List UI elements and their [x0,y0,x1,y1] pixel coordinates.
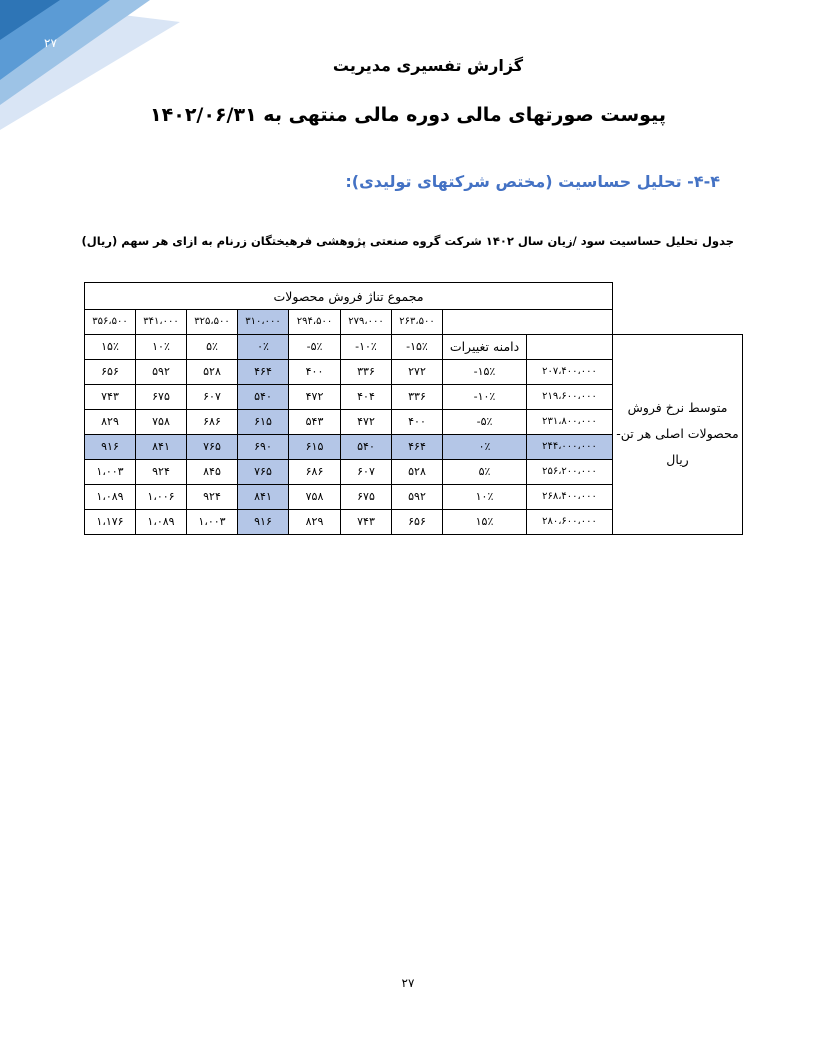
value-cell: ۱،۰۰۳ [85,459,136,484]
table-caption: جدول تحلیل حساسیت سود /زیان سال ۱۴۰۲ شرکت گروه صنعتی پژوهشی فرهیختگان زرنام به ازای هر سهم (ریال) [81,234,734,248]
price-cell: ۲۸۰،۶۰۰،۰۰۰ [527,509,613,534]
range-label: دامنه تغییرات [443,334,527,359]
tonnage-revenue-cell: ۲۷۹،۰۰۰ [341,310,392,335]
price-cell: ۲۱۹،۶۰۰،۰۰۰ [527,384,613,409]
value-cell: ۵۴۰ [341,434,392,459]
value-cell: ۴۷۲ [341,409,392,434]
value-cell: ۷۴۳ [341,509,392,534]
value-cell: ۹۱۶ [85,434,136,459]
value-cell: ۷۴۳ [85,384,136,409]
report-subtitle: پیوست صورتهای مالی دوره مالی منتهی به ۱۴۰۲/۰۶/۳۱ [150,104,666,126]
value-cell: ۱،۰۰۶ [136,484,187,509]
value-cell: ۵۹۲ [392,484,443,509]
value-cell: ۶۰۷ [187,384,238,409]
value-cell: ۴۷۲ [289,384,341,409]
corner-page-number: ۲۷ [44,36,57,50]
value-cell: ۸۴۱ [136,434,187,459]
price-cell: ۲۴۴،۰۰۰،۰۰۰ [527,434,613,459]
header-row-revenue [85,310,743,335]
tonnage-revenue-cell: ۳۵۶،۵۰۰ [85,310,136,335]
value-cell: ۱،۰۸۹ [136,509,187,534]
value-cell: ۶۷۵ [341,484,392,509]
value-cell: ۹۲۴ [136,459,187,484]
value-cell: ۹۱۶ [238,509,289,534]
tonnage-change-cell: -۱۰٪ [341,334,392,359]
price-change-cell: -۱۰٪ [443,384,527,409]
value-cell: ۶۵۶ [392,509,443,534]
value-cell: ۴۰۴ [341,384,392,409]
tonnage-change-cell: ۰٪ [238,334,289,359]
blank-cell [613,310,743,335]
value-cell: ۵۴۰ [238,384,289,409]
price-change-cell: ۱۵٪ [443,509,527,534]
value-cell: ۸۴۱ [238,484,289,509]
price-change-cell: ۵٪ [443,459,527,484]
row-axis-label: متوسط نرخ فروش محصولات اصلی هر تن-ریال [613,334,743,534]
value-cell: ۶۵۶ [85,359,136,384]
page-number: ۲۷ [401,976,415,990]
value-cell: ۸۴۵ [187,459,238,484]
value-cell: ۵۴۳ [289,409,341,434]
report-title: گزارش تفسیری مدیریت [332,56,524,75]
blank-cell [613,283,743,310]
price-change-cell: ۱۰٪ [443,484,527,509]
value-cell: ۶۸۶ [289,459,341,484]
tonnage-change-cell: -۵٪ [289,334,341,359]
tonnage-revenue-cell: ۲۹۴،۵۰۰ [289,310,341,335]
value-cell: ۸۲۹ [289,509,341,534]
price-empty-cell [527,334,613,359]
value-cell: ۷۶۵ [187,434,238,459]
price-change-cell: ۰٪ [443,434,527,459]
price-cell: ۲۶۸،۴۰۰،۰۰۰ [527,484,613,509]
sensitivity-table [84,282,743,535]
value-cell: ۴۶۴ [238,359,289,384]
value-cell: ۱،۰۸۹ [85,484,136,509]
price-cell: ۲۵۶،۲۰۰،۰۰۰ [527,459,613,484]
price-change-cell: -۵٪ [443,409,527,434]
header-row-change [85,334,743,359]
section-heading: ۴-۴- تحلیل حساسیت (مختص شرکتهای تولیدی): [345,172,720,191]
value-cell: ۶۸۶ [187,409,238,434]
price-cell: ۲۳۱،۸۰۰،۰۰۰ [527,409,613,434]
value-cell: ۸۲۹ [85,409,136,434]
value-cell: ۲۷۲ [392,359,443,384]
tonnage-revenue-cell: ۲۶۳،۵۰۰ [392,310,443,335]
value-cell: ۱،۰۰۳ [187,509,238,534]
header-row-title [85,283,743,310]
value-cell: ۶۱۵ [289,434,341,459]
value-cell: ۳۳۶ [392,384,443,409]
price-change-cell: -۱۵٪ [443,359,527,384]
value-cell: ۵۹۲ [136,359,187,384]
value-cell: ۹۲۴ [187,484,238,509]
tonnage-change-cell: ۱۵٪ [85,334,136,359]
value-cell: ۷۶۵ [238,459,289,484]
tonnage-revenue-cell: ۳۱۰،۰۰۰ [238,310,289,335]
tonnage-header: مجموع تناژ فروش محصولات [85,283,613,310]
value-cell: ۴۰۰ [289,359,341,384]
value-cell: ۶۰۷ [341,459,392,484]
value-cell: ۳۳۶ [341,359,392,384]
value-cell: ۵۲۸ [392,459,443,484]
tonnage-revenue-cell: ۳۲۵،۵۰۰ [187,310,238,335]
value-cell: ۶۹۰ [238,434,289,459]
value-cell: ۴۶۴ [392,434,443,459]
tonnage-change-cell: -۱۵٪ [392,334,443,359]
value-cell: ۷۵۸ [136,409,187,434]
value-cell: ۶۷۵ [136,384,187,409]
tonnage-change-cell: ۱۰٪ [136,334,187,359]
tonnage-change-cell: ۵٪ [187,334,238,359]
value-cell: ۵۲۸ [187,359,238,384]
value-cell: ۱،۱۷۶ [85,509,136,534]
tonnage-revenue-cell: ۳۴۱،۰۰۰ [136,310,187,335]
revenue-empty-cell [443,310,613,335]
value-cell: ۷۵۸ [289,484,341,509]
value-cell: ۴۰۰ [392,409,443,434]
value-cell: ۶۱۵ [238,409,289,434]
price-cell: ۲۰۷،۴۰۰،۰۰۰ [527,359,613,384]
